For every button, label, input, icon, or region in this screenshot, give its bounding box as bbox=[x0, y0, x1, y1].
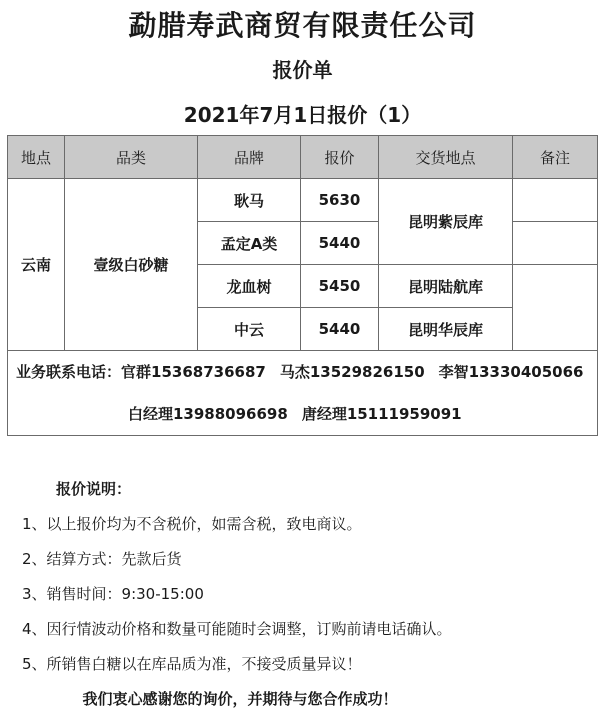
closing-message: 我们衷心感谢您的询价，并期待与您合作成功！ bbox=[82, 690, 398, 708]
contact-phone: 白经理13988096698 bbox=[128, 405, 288, 423]
remarks-cell bbox=[513, 265, 598, 351]
remarks-cell bbox=[513, 179, 598, 222]
price-table bbox=[7, 135, 598, 436]
column-header-brand: 品牌 bbox=[198, 136, 301, 179]
location-cell: 云南 bbox=[8, 179, 65, 351]
price-cell: 5440 bbox=[301, 308, 379, 351]
brand-cell: 孟定A类 bbox=[198, 222, 301, 265]
price-cell: 5450 bbox=[301, 265, 379, 308]
quote-date: 2021年7月1日报价（1） bbox=[183, 103, 422, 127]
column-header-remarks: 备注 bbox=[513, 136, 598, 179]
delivery-cell: 昆明华辰库 bbox=[379, 308, 513, 351]
contact-phone: 唐经理15111959091 bbox=[301, 405, 462, 423]
table-header-row bbox=[8, 136, 598, 179]
price-cell: 5630 bbox=[301, 179, 379, 222]
contact-line-1 bbox=[8, 351, 597, 393]
delivery-cell: 昆明陆航库 bbox=[379, 265, 513, 308]
brand-cell: 中云 bbox=[198, 308, 301, 351]
table-row bbox=[8, 179, 598, 222]
note-item: 2、结算方式：先款后货 bbox=[22, 550, 182, 568]
column-header-category: 品类 bbox=[65, 136, 198, 179]
contact-line-2 bbox=[8, 393, 597, 435]
column-header-price: 报价 bbox=[301, 136, 379, 179]
notes-heading: 报价说明： bbox=[56, 480, 132, 498]
brand-cell: 龙血树 bbox=[198, 265, 301, 308]
contact-label: 业务联系电话： bbox=[16, 363, 122, 381]
note-item: 3、销售时间：9:30-15:00 bbox=[22, 585, 204, 603]
category-cell: 壹级白砂糖 bbox=[65, 179, 198, 351]
note-item: 5、所销售白糖以在库品质为准，不接受质量异议！ bbox=[22, 655, 362, 673]
delivery-cell: 昆明紫辰库 bbox=[379, 179, 513, 265]
column-header-delivery: 交货地点 bbox=[379, 136, 513, 179]
contact-row bbox=[8, 351, 598, 436]
contact-phone: 马杰13529826150 bbox=[279, 363, 425, 381]
column-header-location: 地点 bbox=[8, 136, 65, 179]
document-type: 报价单 bbox=[272, 58, 333, 82]
contact-cell bbox=[8, 351, 598, 436]
contact-phone: 李智13330405066 bbox=[438, 363, 584, 381]
note-item: 4、因行情波动价格和数量可能随时会调整，订购前请电话确认。 bbox=[22, 620, 452, 638]
contact-phone: 官群15368736687 bbox=[121, 363, 266, 381]
company-name: 勐腊寿武商贸有限责任公司 bbox=[128, 9, 477, 42]
note-item: 1、以上报价均为不含税价，如需含税，致电商议。 bbox=[22, 515, 362, 533]
remarks-cell bbox=[513, 222, 598, 265]
brand-cell: 耿马 bbox=[198, 179, 301, 222]
price-cell: 5440 bbox=[301, 222, 379, 265]
